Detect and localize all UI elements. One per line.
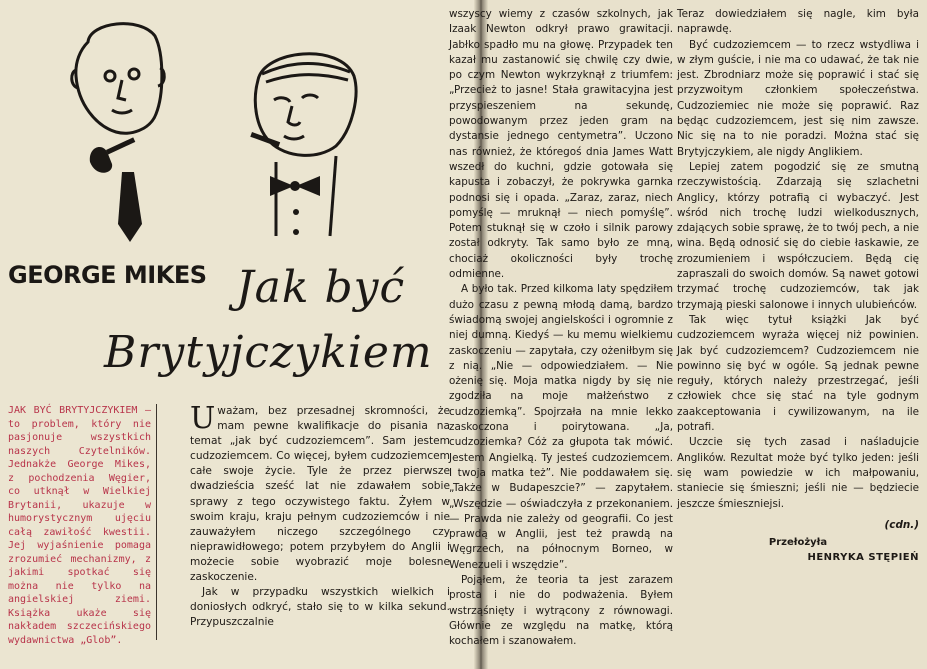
paragraph: Uczcie się tych zasad i naśladujcie Anglików. Rezultat może być tylko jeden: jeśli się wam powiedzie w ich małpowaniu, staniecie się śmieszni; jeśli nie — będziecie jeszcze śmieszniejsi. — [677, 436, 919, 510]
author-name: GEORGE MIKES — [8, 261, 207, 289]
paragraph: Jak w przypadku wszystkich wielkich i doniosłych odkryć, stało się to w kilka sekund. Przypuszczalnie — [190, 586, 450, 629]
paragraph — [190, 401, 450, 585]
cigarette-smoker-illustration — [240, 36, 370, 256]
article-column-3 — [677, 7, 919, 566]
paragraph: Lepiej zatem pogodzić się ze smutną rzeczywistością. Zdarzają się szlachetni Anglicy, którzy potrafią ci wybaczyć. Jest wśród nich trochę ludzi wielkodusznych, zdających sobie sprawę, że to twój pech, a nie wina. Będą odnosić się do ciebie łaskawie, ze zrozumieniem i współczuciem. Będą cię zapraszali do swoich domów. Są nawet gotowi trzymać trochę cudzoziemców, tak jak trzymają pieski salonowe i innych ulubieńców. — [677, 160, 919, 311]
paragraph: A było tak. Przed kilkoma laty spędziłem dużo czasu z pewną młodą damą, bardzo świadomą swojej angielskości i ogromnie z niej dumną. Kiedyś — ku memu wielkiemu zaskoczeniu — zapytała, czy ożeniłbym się z nią. „Nie — odpowiedziałem. — Nie ożenię się. Moja matka nigdy by się nie zgodziła na moje małżeństwo z cudzoziemką”. Spojrzała na mnie lekko zaskoczona i poirytowana. „Ja, cudzoziemka? Cóż za głupota tak mówić. Jestem Angielką. Ty jesteś cudzoziemcem. I twoja matka też”. Nie poddawałem się. „Także w Budapeszcie?” — zapytałem. „Wszędzie — oświadczyła z przekonaniem. — Prawda nie zależy od geografii. Co jest prawdą w Anglii, jest też prawdą na Węgrzech, na północnym Borneo, w Wenezueli i wszędzie”. — [449, 283, 673, 571]
translator-label: Przełożyła — [768, 537, 828, 549]
article-column-1 — [190, 401, 450, 630]
translator-name: HENRYKA STĘPIEŃ — [807, 552, 919, 564]
paragraph: Pojąłem, że teoria ta jest zarazem prosta i nie do podważenia. Byłem wstrząśnięty i wytrącony z równowagi. Głównie ze względu na matkę, którą kochałem i szanowałem. — [449, 573, 673, 648]
paragraph: Teraz dowiedziałem się nagle, kim była naprawdę. — [677, 8, 919, 36]
paragraph: wszyscy wiemy z czasów szkolnych, jak Izaak Newton odkrył prawo grawitacji. Jabłko spadło mu na głowę. Przypadek ten kazał mu zastanowić się chwilę czy dwie, po czym Newton wykrzyknął z triumfem: „Przecież to jasne! Stała grawitacyjna jest przyspieszeniem na sekundę, powodowanym przez jeden gram na dystansie jednego centymetra”. Uczono nas również, że któregoś dnia James Watt wszedł do kuchni, gdzie gotowała się kapusta i zobaczył, że pokrywka garnka podnosi się i opada. „Zaraz, zaraz, niech pomyślę — mruknął — niech pomyślę”. Potem stuknął się w czoło i silnik parowy został odkryty. Tak samo było ze mną, chociaż okoliczności były trochę odmienne. — [449, 8, 673, 281]
paragraph-text: ważam, bez przesadnej skromności, że mam pewne kwalifikacje do pisania na temat „jak być cudzoziemcem”. Sam jestem cudzoziemcem. Co więcej, byłem cudzoziemcem całe swoje życie. Tyle że przez pierwsze dwadzieścia sześć lat nie zdawałem sobie sprawy z tego oczywistego faktu. Żyłem w swoim kraju, kraju pełnym cudzoziemców i nie zauważyłem niczego szczególnego czy nieprawidłowego; potem przybyłem do Anglii i możecie sobie wyobrazić moje bolesne zaskoczenie. — [190, 405, 450, 584]
drop-cap: U — [190, 401, 216, 436]
paragraph: Być cudzoziemcem — to rzecz wstydliwa i w złym guście, i nie ma co udawać, że tak nie jest. Zbrodniarz może się poprawić i stać się przyzwoitym członkiem społeczeństwa. Cudzoziemiec nie może się poprawić. Raz będąc cudzoziemcem, jest się nim zawsze. Nic się na to nie poradzi. Można stać się Brytyjczykiem, ale nigdy Anglikiem. — [677, 38, 919, 158]
column-divider — [156, 404, 157, 640]
continued-note: (cdn.) — [884, 518, 919, 531]
article-column-2 — [449, 7, 673, 649]
title-line-1: Jak być — [236, 262, 406, 313]
intro-blurb: JAK BYĆ BRYTYJCZYKIEM — to problem, który nie pasjonuje wszystkich naszych Czytelników. Jednakże George Mikes, z pochodzenia Węgier, co utknął w Wielkiej Brytanii, ukazuje w humorystycznym ujęciu całą zawiłość kwestii. Jej wyjaśnienie pomaga zrozumieć mechanizmy, z jakimi spotkać się można nie tylko na angielskiej ziemi. Książka ukaże się nakładem szczecińskiego wydawnictwa „Glob”. — [8, 405, 151, 646]
paragraph: Tak więc tytuł książki Jak być cudzoziemcem wyraża więcej niż powinien. Jak być cudzoziemcem? Cudzoziemcem nie powinno się być w ogóle. Są jednak pewne reguły, których należy przestrzegać, jeśli człowiek chce się stać na tyle godnym zaakceptowania i cywilizowanym, na ile potrafi. — [677, 313, 919, 434]
pipe-smoker-illustration — [60, 14, 175, 244]
title-line-2: Brytyjczykiem — [104, 327, 433, 378]
